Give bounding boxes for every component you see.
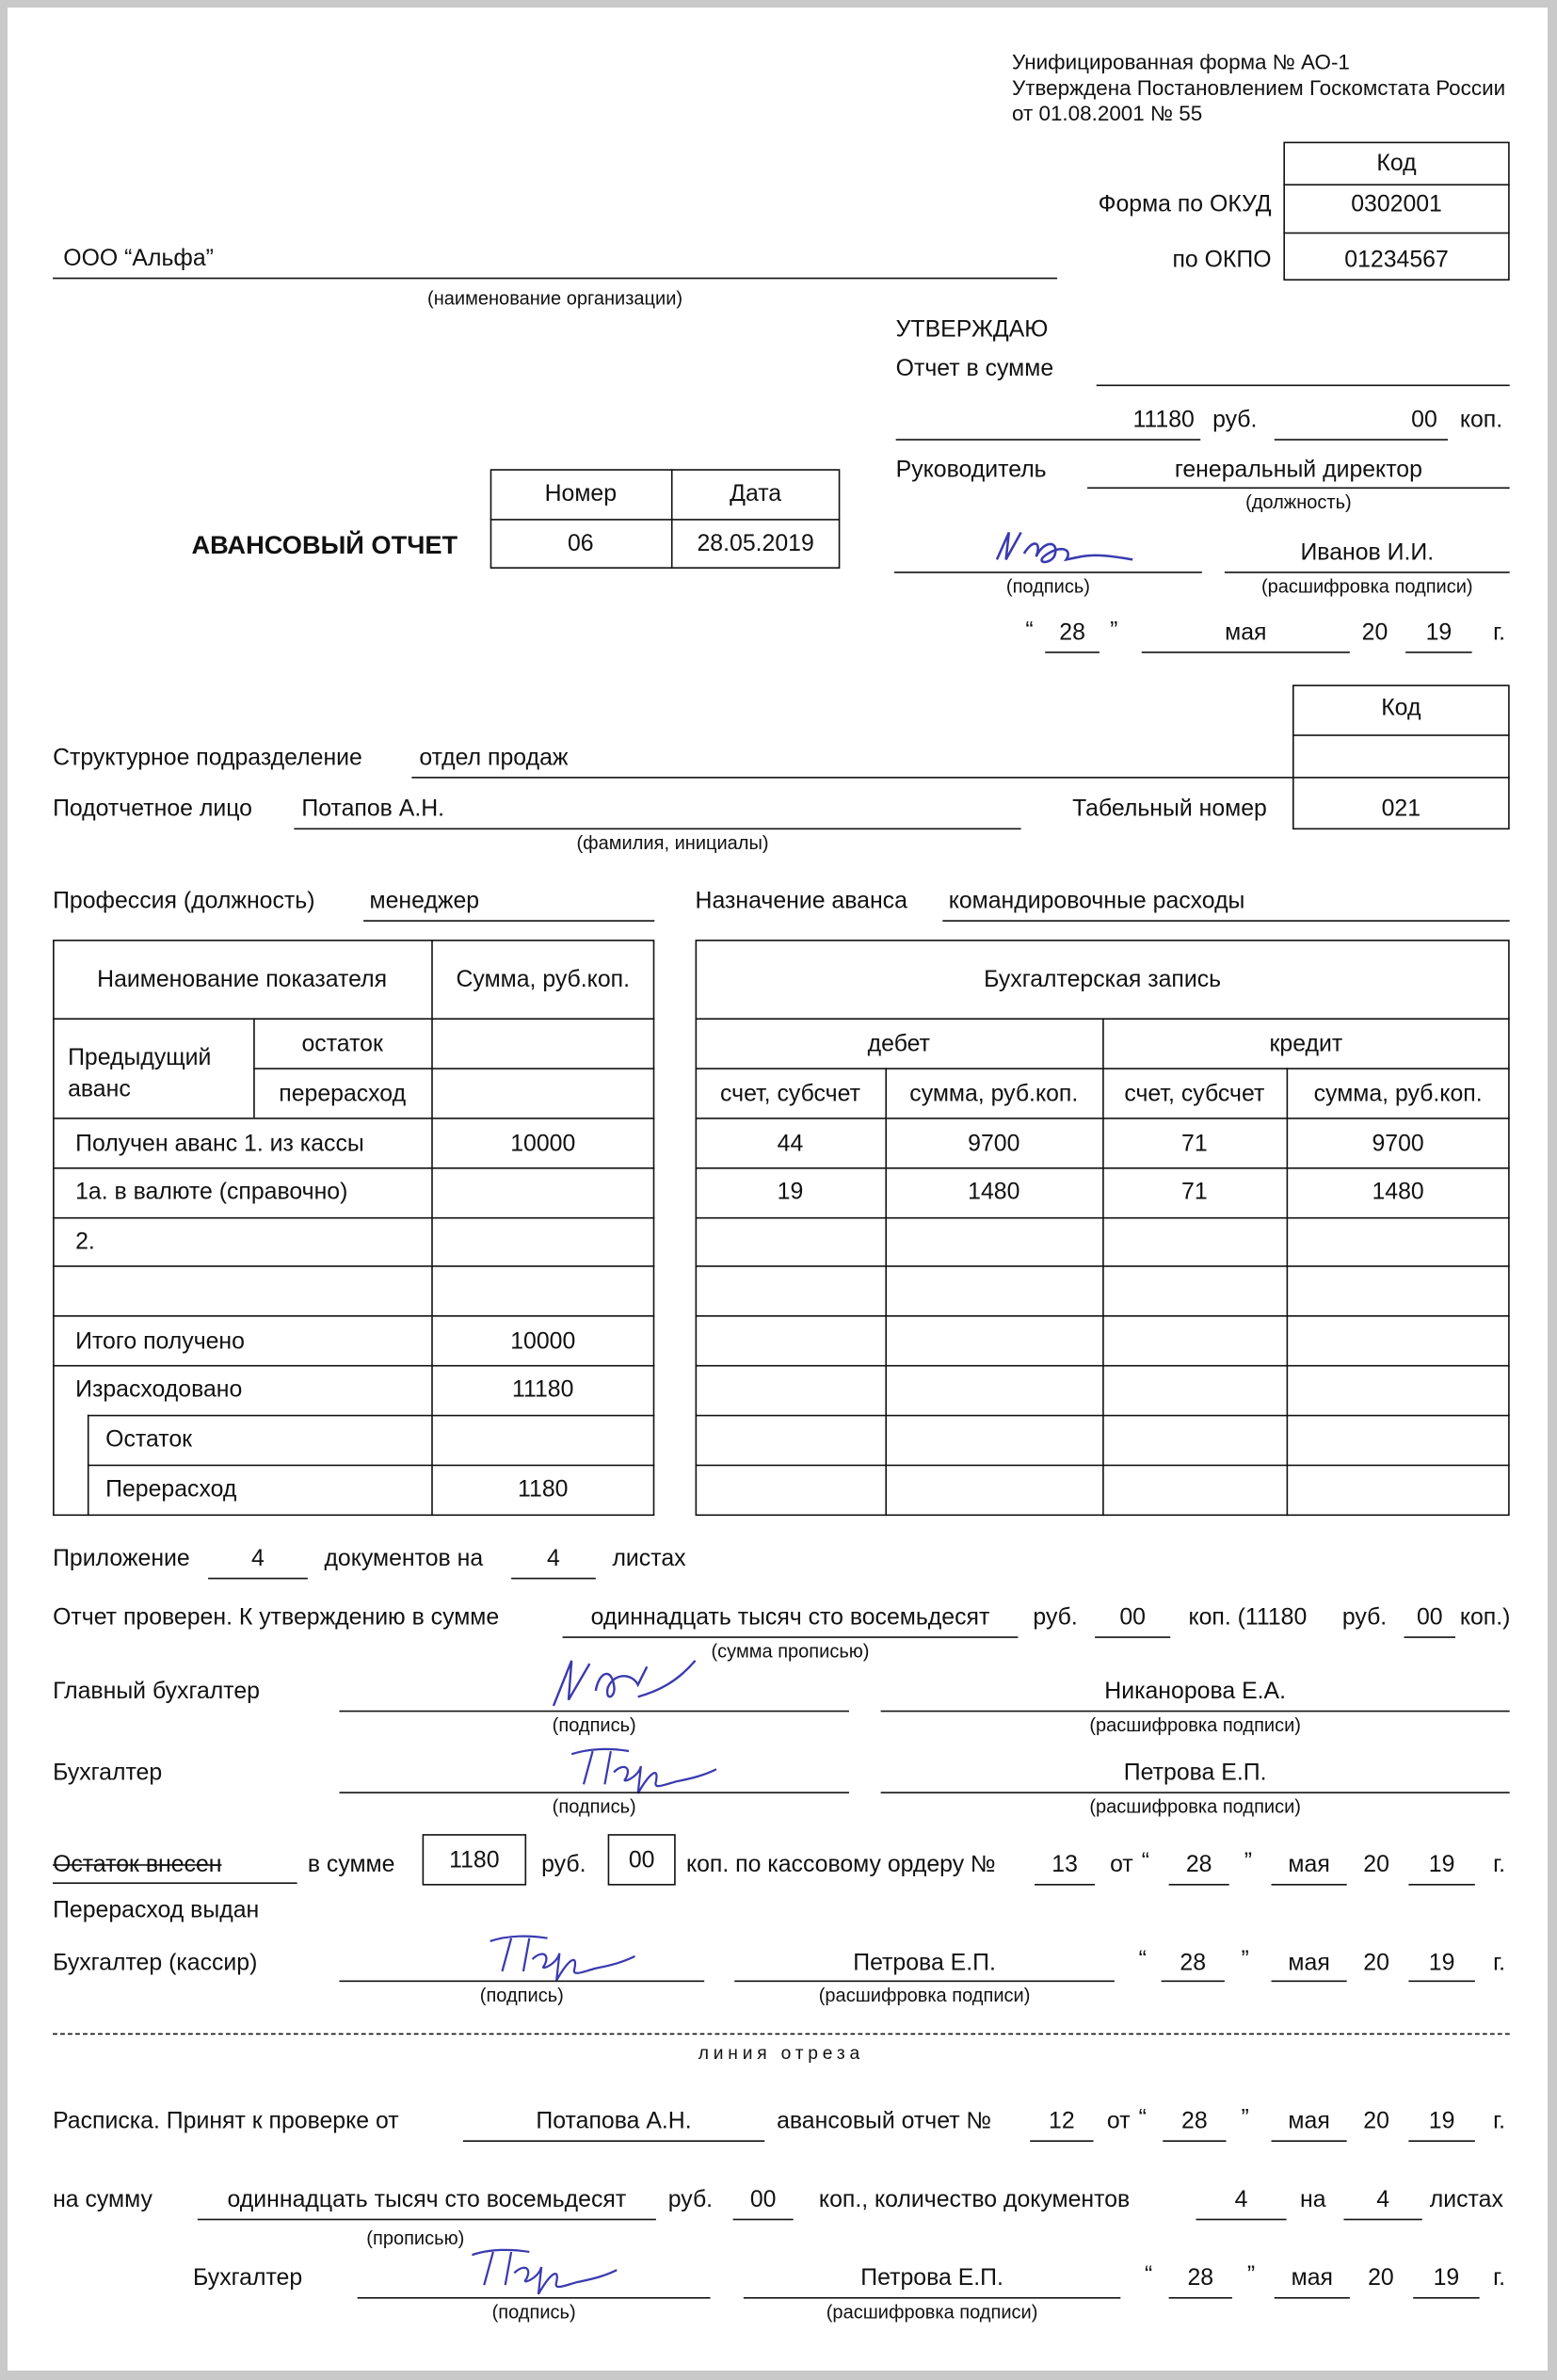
receipt-signature-icon — [460, 2240, 626, 2300]
accountant-name: Петрова Е.П. — [1123, 1760, 1267, 1786]
receipt-sum-label: на сумму — [53, 2187, 152, 2213]
checked-rub: руб. — [1033, 1604, 1078, 1631]
row1-debit-acc: 44 — [777, 1131, 804, 1157]
head-signature-icon — [987, 523, 1138, 574]
receipt-docs-label: коп., количество документов — [818, 2187, 1131, 2213]
row-pere-sum: 1180 — [518, 1476, 569, 1503]
okud-label: Форма по ОКУД — [1098, 191, 1272, 217]
attach-docs: 4 — [251, 1546, 265, 1572]
prev-advance-label: Предыдущий аванс — [68, 1045, 212, 1103]
row1-debit-sum: 9700 — [968, 1131, 1020, 1157]
row2-credit-acc: 71 — [1181, 1179, 1208, 1206]
receipt-sign-caption: (подпись) — [491, 2301, 576, 2324]
report-date: 28.05.2019 — [697, 530, 814, 557]
report-number: 06 — [567, 530, 594, 557]
row-spent-sum: 11180 — [512, 1376, 574, 1403]
year-suffix: г. — [1493, 1950, 1506, 1976]
chief-label: Главный бухгалтер — [53, 1679, 261, 1705]
receipt-month2: мая — [1291, 2265, 1333, 2292]
balance-kop-label: коп. по кассовому ордеру № — [685, 1852, 996, 1878]
row-currency-label: 1а. в валюте (справочно) — [75, 1179, 348, 1206]
chief-name: Никанорова Е.А. — [1104, 1679, 1287, 1705]
receipt-report-no: 12 — [1049, 2108, 1075, 2134]
date-label: Дата — [730, 481, 782, 507]
approve-kop-value: 00 — [1411, 407, 1437, 433]
attach-sheets: 4 — [547, 1546, 560, 1572]
attach-label: Приложение — [53, 1546, 190, 1572]
approve-rub-label: руб. — [1212, 407, 1258, 433]
row-ost-label: Остаток — [105, 1426, 193, 1453]
position-caption: (должность) — [1245, 491, 1352, 513]
row-received-sum: 10000 — [510, 1131, 576, 1157]
row2-credit-sum: 1480 — [1372, 1179, 1424, 1206]
checked-words-caption: (сумма прописью) — [711, 1641, 870, 1663]
row1-credit-acc: 71 — [1181, 1131, 1208, 1157]
year-suffix: г. — [1493, 619, 1506, 646]
receipt-acc-label: Бухгалтер — [193, 2265, 303, 2292]
cashier-sign-caption: (подпись) — [479, 1985, 564, 2006]
code-title: Код — [1381, 695, 1421, 721]
receipt-year2: 19 — [1433, 2265, 1460, 2292]
receipt-docs: 4 — [1234, 2187, 1248, 2213]
date-quote: ” — [1246, 2262, 1256, 2289]
year-suffix: г. — [1493, 2265, 1506, 2292]
approve-month: мая — [1225, 619, 1267, 646]
form-page — [8, 8, 1548, 2371]
receipt-from-person: Потапова А.Н. — [536, 2108, 692, 2134]
cashier-name: Петрова Е.П. — [853, 1950, 996, 1976]
balance-month: мая — [1288, 1852, 1330, 1878]
org-name: ООО “Альфа” — [63, 246, 214, 272]
okud-value: 0302001 — [1351, 191, 1442, 217]
code-title: Код — [1376, 151, 1417, 177]
row-total-label: Итого получено — [75, 1328, 245, 1355]
prev-pere-label: перерасход — [279, 1081, 407, 1107]
year-suffix: г. — [1493, 1852, 1506, 1878]
number-label: Номер — [544, 481, 618, 507]
balance-struck-label: Остаток внесен — [53, 1852, 222, 1878]
date-quote: “ — [1025, 618, 1034, 645]
okpo-value: 01234567 — [1344, 247, 1449, 273]
approve-title: УТВЕРЖДАЮ — [895, 316, 1049, 343]
checked-kop-value: 00 — [1119, 1604, 1146, 1631]
row-pere-label: Перерасход — [105, 1476, 237, 1503]
year-suffix: г. — [1493, 2108, 1506, 2134]
cashier-day: 28 — [1180, 1950, 1207, 1976]
form-content — [8, 8, 1555, 2372]
credit-sum-header: сумма, руб.коп. — [1313, 1081, 1483, 1107]
chief-name-caption: (расшифровка подписи) — [1089, 1714, 1301, 1737]
chief-sign-caption: (подпись) — [552, 1714, 636, 1737]
balance-year: 19 — [1428, 1852, 1455, 1878]
col-name-header: Наименование показателя — [97, 966, 388, 993]
receipt-from: от — [1106, 2108, 1131, 2134]
date-quote: ” — [1244, 1849, 1253, 1875]
row-spent-label: Израсходовано — [75, 1376, 243, 1403]
date-quote: “ — [1138, 2105, 1147, 2131]
head-sign-caption: (подпись) — [1005, 575, 1090, 598]
date-quote: ” — [1241, 2105, 1249, 2131]
balance-rub: руб. — [541, 1852, 586, 1878]
receipt-year: 19 — [1428, 2108, 1455, 2134]
balance-day: 28 — [1185, 1852, 1212, 1878]
date-quote: “ — [1138, 1947, 1147, 1973]
receipt-label: Расписка. Принят к проверке от — [53, 2108, 399, 2134]
head-label: Руководитель — [895, 457, 1047, 483]
approve-sum-label: Отчет в сумме — [895, 356, 1054, 382]
checked-kop2: коп.) — [1459, 1604, 1511, 1631]
cut-line — [53, 2034, 1510, 2035]
receipt-words-caption: (прописью) — [366, 2227, 465, 2249]
form-line2: Утверждена Постановлением Госкомстата России — [1011, 75, 1506, 100]
year-prefix: 20 — [1361, 619, 1388, 646]
date-quote: “ — [1141, 1849, 1150, 1875]
receipt-rub: руб. — [667, 2187, 714, 2213]
checked-words: одиннадцать тысяч сто восемьдесят — [590, 1604, 990, 1631]
date-quote: ” — [1110, 618, 1118, 645]
person-caption: (фамилия, инициалы) — [576, 832, 769, 854]
prof-label: Профессия (должность) — [53, 888, 315, 914]
col-sum-header: Сумма, руб.коп. — [456, 966, 630, 993]
form-line3: от 01.08.2001 № 55 — [1011, 101, 1203, 125]
approve-year: 19 — [1425, 619, 1453, 646]
checked-kop-paren: коп. (11180 — [1188, 1604, 1308, 1631]
approve-day: 28 — [1059, 619, 1085, 646]
checked-kop2-value: 00 — [1416, 1604, 1443, 1631]
credit-header: кредит — [1269, 1031, 1343, 1058]
tab-label: Табельный номер — [1072, 796, 1267, 823]
checked-rub2: руб. — [1341, 1604, 1388, 1631]
receipt-day2: 28 — [1187, 2265, 1214, 2292]
org-caption: (наименование организации) — [427, 287, 683, 310]
cashier-label: Бухгалтер (кассир) — [53, 1950, 258, 1976]
row1-credit-sum: 9700 — [1372, 1131, 1424, 1157]
balance-in-sum: в сумме — [307, 1852, 395, 1878]
cashier-name-caption: (расшифровка подписи) — [818, 1985, 1031, 2006]
date-quote: “ — [1144, 2262, 1153, 2289]
purpose-label: Назначение аванса — [695, 888, 907, 914]
accountant-signature-icon — [559, 1739, 725, 1799]
form-line1: Унифицированная форма № АО-1 — [1011, 49, 1350, 74]
row2-debit-sum: 1480 — [968, 1179, 1020, 1206]
approve-rub-value: 11180 — [1132, 407, 1195, 433]
head-name-caption: (расшифровка подписи) — [1260, 575, 1473, 598]
head-name: Иванов И.И. — [1300, 539, 1435, 566]
receipt-on: на — [1299, 2187, 1326, 2213]
row-total-sum: 10000 — [510, 1328, 576, 1355]
receipt-name: Петрова Е.П. — [860, 2265, 1003, 2292]
receipt-sheets-label: листах — [1429, 2187, 1503, 2213]
dept-label: Структурное подразделение — [53, 745, 362, 771]
dept-value: отдел продаж — [419, 745, 569, 771]
accounting-header: Бухгалтерская запись — [984, 966, 1222, 993]
cashier-month: мая — [1288, 1950, 1330, 1976]
year-prefix: 20 — [1363, 1852, 1389, 1878]
okpo-label: по ОКПО — [1172, 247, 1272, 273]
accountant-label: Бухгалтер — [53, 1760, 163, 1786]
approve-kop-label: коп. — [1459, 407, 1503, 433]
head-position: генеральный директор — [1174, 457, 1422, 483]
debit-header: дебет — [867, 1031, 931, 1058]
year-prefix: 20 — [1363, 2108, 1389, 2134]
row-two-label: 2. — [75, 1229, 95, 1255]
attach-mid: документов на — [324, 1546, 484, 1572]
receipt-words: одиннадцать тысяч сто восемьдесят — [227, 2187, 627, 2213]
debit-acc-header: счет, субсчет — [719, 1081, 860, 1107]
accountant-name-caption: (расшифровка подписи) — [1089, 1796, 1301, 1818]
balance-from: от — [1110, 1852, 1133, 1878]
debit-sum-header: сумма, руб.коп. — [909, 1081, 1079, 1107]
accountant-sign-caption: (подпись) — [552, 1796, 636, 1818]
row2-debit-acc: 19 — [777, 1179, 804, 1206]
receipt-sheets: 4 — [1376, 2187, 1390, 2213]
receipt-report-label: авансовый отчет № — [777, 2108, 992, 2134]
cut-line-label: линия отреза — [698, 2042, 865, 2064]
receipt-name-caption: (расшифровка подписи) — [826, 2301, 1038, 2324]
report-title: АВАНСОВЫЙ ОТЧЕТ — [191, 530, 458, 560]
chief-signature-icon — [538, 1651, 704, 1714]
date-quote: ” — [1241, 1947, 1249, 1973]
cashier-signature-icon — [478, 1926, 644, 1986]
receipt-day: 28 — [1181, 2108, 1208, 2134]
prof-value: менеджер — [369, 888, 480, 914]
receipt-kop-value: 00 — [749, 2187, 777, 2213]
row-received-label: Получен аванс 1. из кассы — [75, 1131, 364, 1157]
prev-ost-label: остаток — [301, 1031, 383, 1058]
balance-sum: 1180 — [449, 1847, 500, 1873]
receipt-month: мая — [1288, 2108, 1330, 2134]
balance-order: 13 — [1051, 1852, 1078, 1878]
cashier-year: 19 — [1428, 1950, 1455, 1976]
checked-label: Отчет проверен. К утверждению в сумме — [53, 1604, 500, 1631]
person-value: Потапов А.Н. — [301, 796, 445, 823]
attach-end: листах — [612, 1546, 686, 1572]
year-prefix: 20 — [1363, 1950, 1389, 1976]
purpose-value: командировочные расходы — [948, 888, 1245, 914]
tab-value: 021 — [1381, 796, 1421, 823]
person-label: Подотчетное лицо — [53, 796, 252, 823]
year-prefix: 20 — [1368, 2265, 1394, 2292]
credit-acc-header: счет, субсчет — [1124, 1081, 1265, 1107]
balance-issued: Перерасход выдан — [53, 1897, 260, 1923]
balance-kop: 00 — [628, 1847, 655, 1873]
